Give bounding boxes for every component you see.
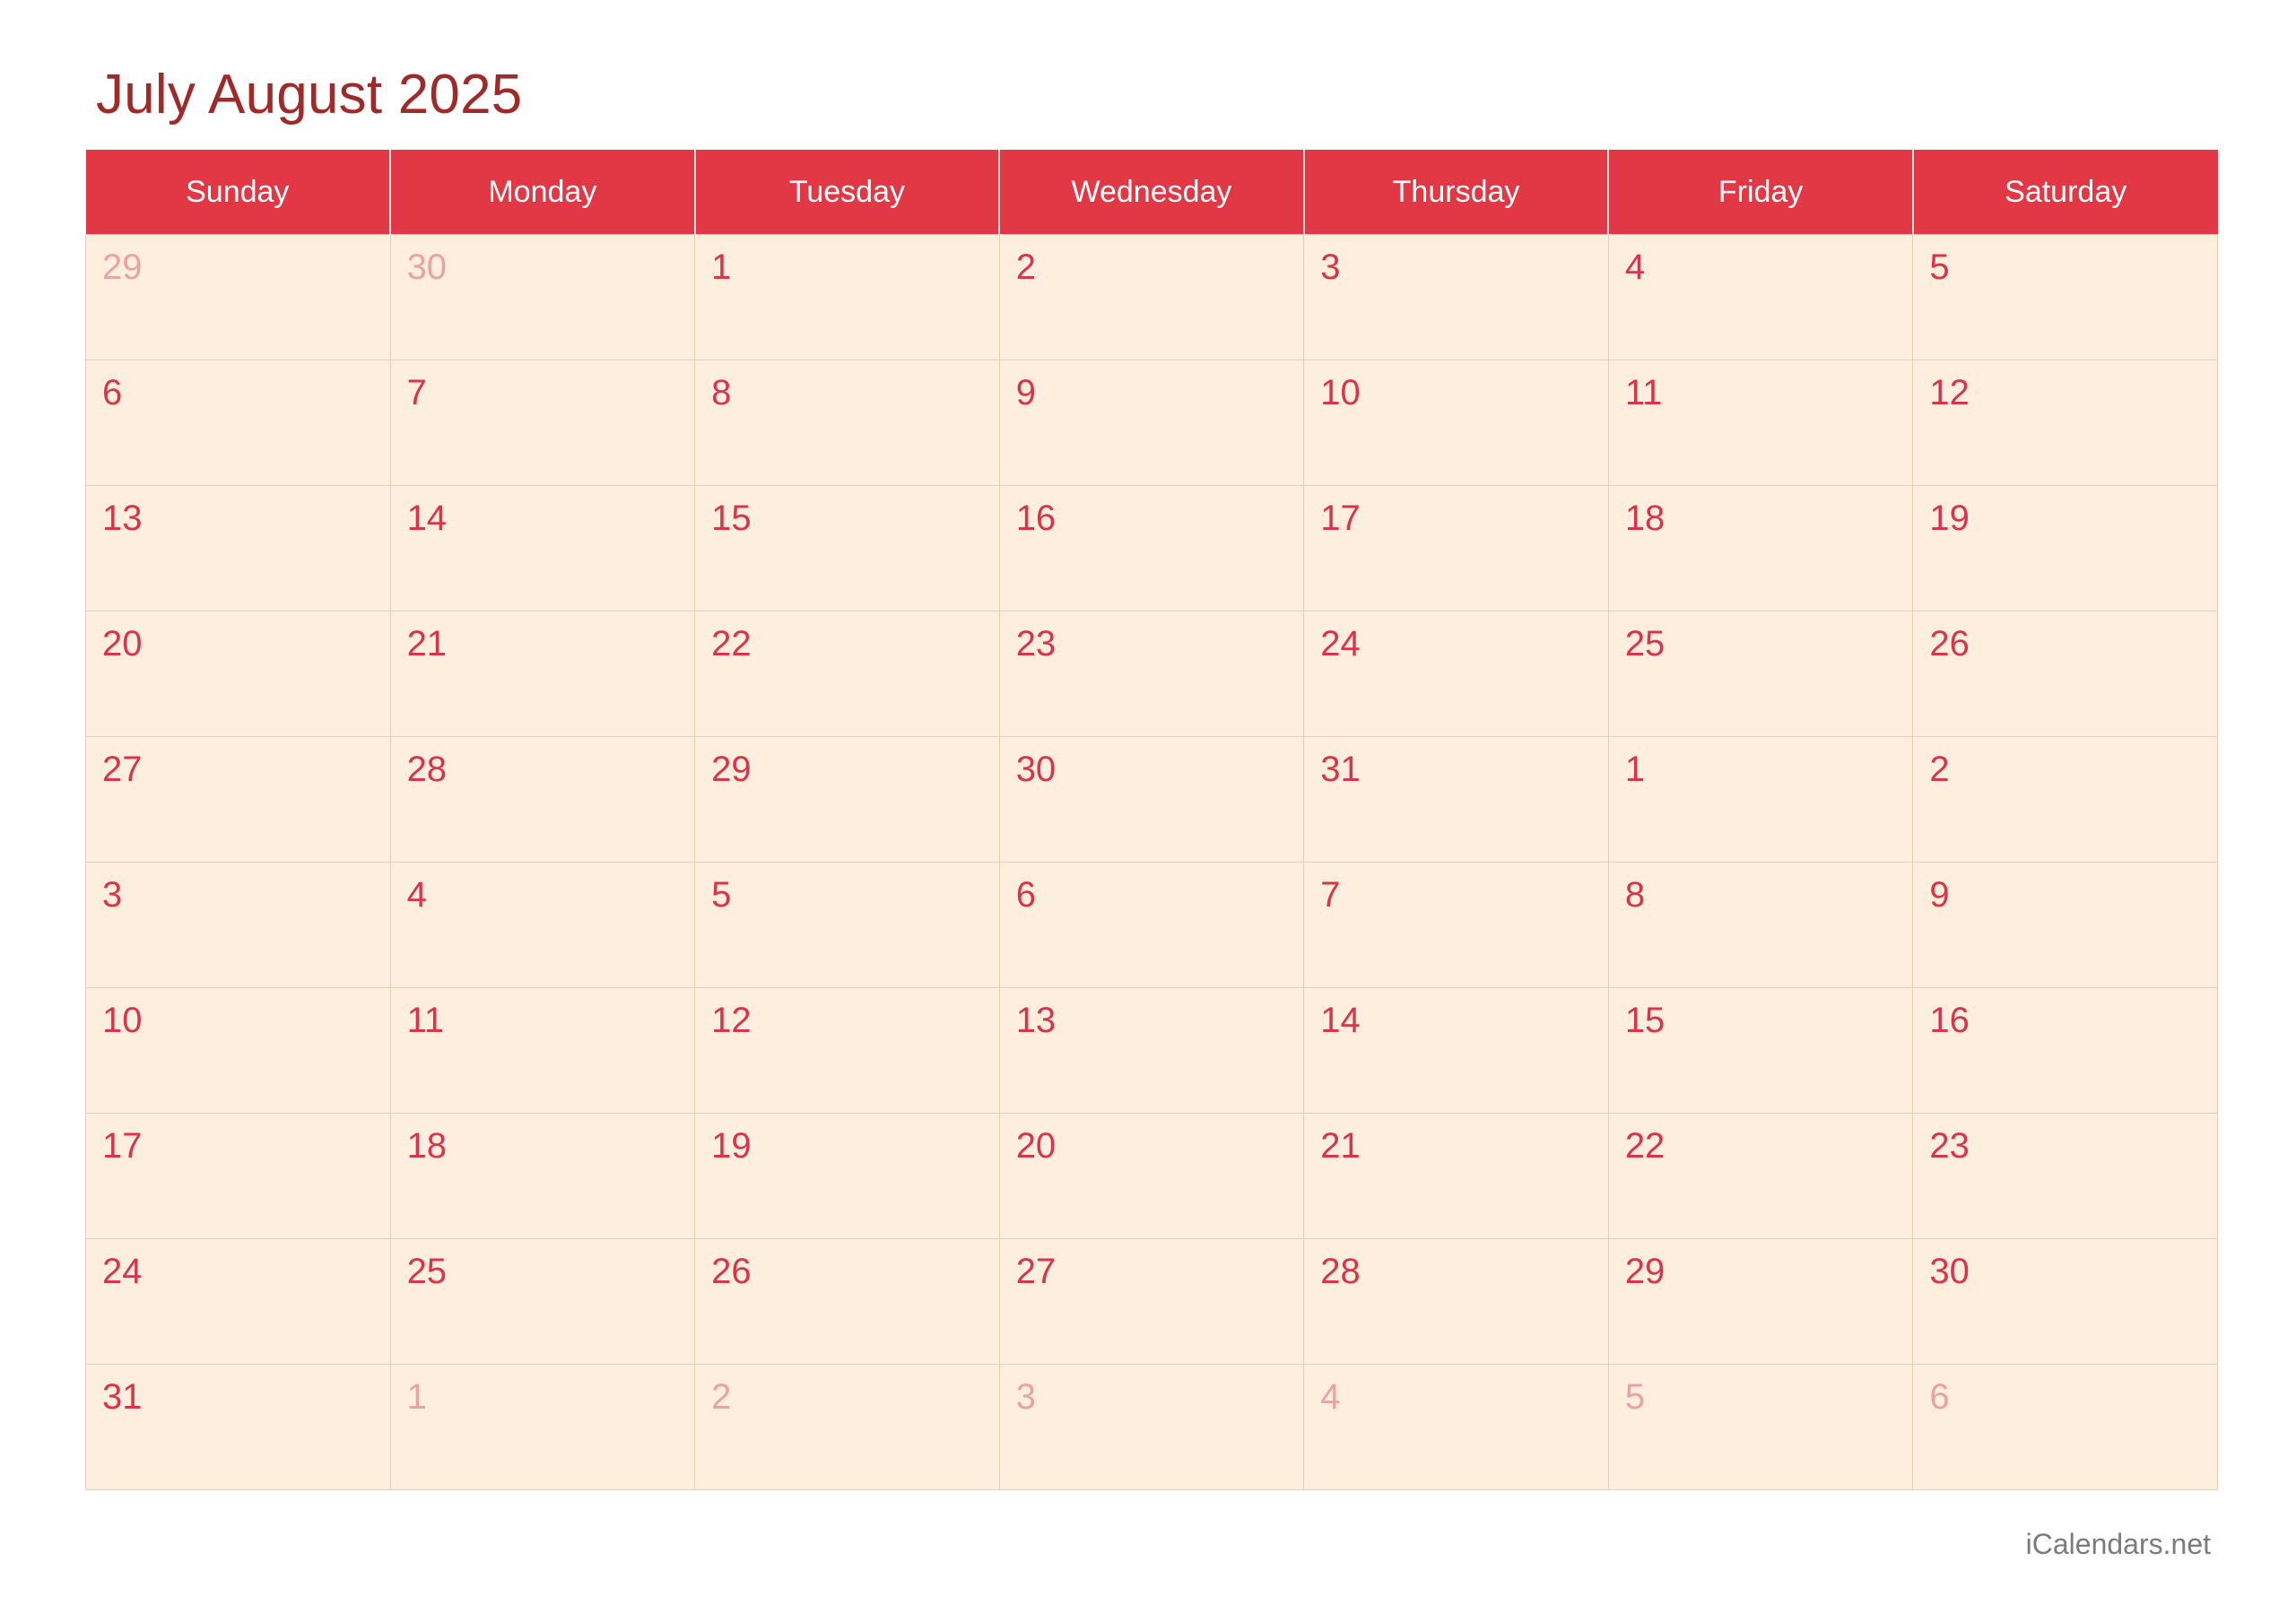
day-number: 4: [406, 875, 427, 915]
calendar-body: [86, 235, 2218, 1490]
calendar-day-cell[interactable]: [86, 988, 391, 1114]
day-number: 29: [711, 750, 752, 789]
calendar-day-cell[interactable]: [695, 235, 1000, 360]
calendar-day-cell[interactable]: [999, 612, 1304, 737]
calendar-day-cell[interactable]: [999, 235, 1304, 360]
calendar-week-row: [86, 1365, 2218, 1490]
day-number: 18: [1624, 499, 1665, 538]
calendar-week-row: [86, 863, 2218, 988]
day-number: 17: [1320, 499, 1361, 538]
calendar-day-cell[interactable]: [999, 988, 1304, 1114]
day-number: 21: [406, 624, 448, 664]
day-number: 5: [711, 875, 732, 915]
day-number: 9: [1929, 875, 1950, 915]
calendar-day-cell[interactable]: [999, 1114, 1304, 1239]
calendar-day-cell[interactable]: [86, 1239, 391, 1365]
day-number: 28: [1320, 1252, 1361, 1291]
day-number: 3: [102, 875, 123, 915]
day-number: 12: [711, 1001, 752, 1040]
calendar-week-row: [86, 235, 2218, 360]
day-number: 8: [1624, 875, 1646, 915]
calendar-day-cell[interactable]: [1304, 235, 1609, 360]
calendar-day-cell[interactable]: [390, 1365, 695, 1490]
calendar-day-cell[interactable]: [1304, 1365, 1609, 1490]
calendar-day-cell[interactable]: [1608, 863, 1913, 988]
day-number: 6: [1015, 875, 1036, 915]
day-number: 18: [406, 1126, 448, 1166]
day-number: 14: [406, 499, 448, 538]
day-number: 11: [406, 1001, 445, 1040]
day-number: 2: [711, 1377, 732, 1417]
calendar-day-cell[interactable]: [1913, 360, 2218, 486]
calendar-day-cell[interactable]: [695, 863, 1000, 988]
day-number: 8: [711, 373, 732, 412]
calendar-day-cell[interactable]: [695, 1114, 1000, 1239]
day-number: 6: [102, 373, 123, 412]
calendar-week-row: [86, 988, 2218, 1114]
day-number: 1: [1624, 750, 1646, 789]
day-number: 6: [1929, 1377, 1950, 1417]
calendar-day-cell[interactable]: [695, 1239, 1000, 1365]
weekday-header-sunday: Sunday: [86, 150, 391, 235]
day-number: 19: [711, 1126, 752, 1166]
calendar-day-cell[interactable]: [1304, 1114, 1609, 1239]
calendar-day-cell[interactable]: [695, 988, 1000, 1114]
calendar-day-cell[interactable]: [1608, 737, 1913, 863]
calendar-day-cell[interactable]: [999, 863, 1304, 988]
calendar-day-cell[interactable]: [390, 863, 695, 988]
calendar-day-cell[interactable]: [1913, 1114, 2218, 1239]
calendar-day-cell[interactable]: [695, 612, 1000, 737]
calendar-week-row: [86, 612, 2218, 737]
calendar-day-cell[interactable]: [1304, 612, 1609, 737]
day-number: 29: [1624, 1252, 1665, 1291]
calendar-day-cell[interactable]: [1913, 1239, 2218, 1365]
day-number: 22: [1624, 1126, 1665, 1166]
calendar-day-cell[interactable]: [695, 1365, 1000, 1490]
calendar-day-cell[interactable]: [999, 1365, 1304, 1490]
calendar-day-cell[interactable]: [999, 486, 1304, 612]
day-number: 10: [1320, 373, 1361, 412]
calendar-day-cell[interactable]: [1304, 486, 1609, 612]
calendar-day-cell[interactable]: [1608, 612, 1913, 737]
calendar-day-cell[interactable]: [1304, 737, 1609, 863]
calendar-day-cell[interactable]: [390, 1114, 695, 1239]
calendar-day-cell[interactable]: [1304, 1239, 1609, 1365]
calendar-day-cell[interactable]: [390, 360, 695, 486]
day-number: 24: [102, 1252, 143, 1291]
day-number: 27: [102, 750, 143, 789]
day-number: 23: [1015, 624, 1057, 664]
calendar-week-row: [86, 1239, 2218, 1365]
day-number: 30: [406, 247, 448, 287]
calendar-day-cell[interactable]: [1913, 737, 2218, 863]
day-number: 9: [1015, 373, 1036, 412]
day-number: 24: [1320, 624, 1361, 664]
weekday-header-tuesday: Tuesday: [695, 150, 1000, 235]
calendar-day-cell[interactable]: [86, 1114, 391, 1239]
weekday-header-thursday: Thursday: [1304, 150, 1609, 235]
calendar-day-cell[interactable]: [390, 486, 695, 612]
calendar-day-cell[interactable]: [86, 486, 391, 612]
day-number: 28: [406, 750, 448, 789]
calendar-day-cell[interactable]: [390, 737, 695, 863]
calendar-day-cell[interactable]: [1608, 235, 1913, 360]
day-number: 31: [102, 1377, 143, 1417]
page-title: July August 2025: [96, 64, 523, 126]
calendar-day-cell[interactable]: [695, 737, 1000, 863]
day-number: 23: [1929, 1126, 1970, 1166]
day-number: 26: [1929, 624, 1970, 664]
calendar-week-row: [86, 486, 2218, 612]
day-number: 10: [102, 1001, 143, 1040]
calendar-day-cell[interactable]: [1608, 486, 1913, 612]
day-number: 2: [1015, 247, 1036, 287]
day-number: 20: [1015, 1126, 1057, 1166]
day-number: 3: [1320, 247, 1341, 287]
day-number: 22: [711, 624, 752, 664]
day-number: 7: [406, 373, 427, 412]
day-number: 12: [1929, 373, 1970, 412]
calendar-day-cell[interactable]: [1913, 863, 2218, 988]
calendar-day-cell[interactable]: [1304, 360, 1609, 486]
calendar-day-cell[interactable]: [999, 1239, 1304, 1365]
day-number: 20: [102, 624, 143, 664]
calendar-day-cell[interactable]: [1608, 1239, 1913, 1365]
day-number: 5: [1624, 1377, 1646, 1417]
calendar-day-cell[interactable]: [1913, 486, 2218, 612]
day-number: 31: [1320, 750, 1361, 789]
calendar-day-cell[interactable]: [86, 612, 391, 737]
day-number: 11: [1624, 373, 1663, 412]
day-number: 1: [406, 1377, 427, 1417]
calendar-day-cell[interactable]: [86, 737, 391, 863]
day-number: 16: [1929, 1001, 1970, 1040]
calendar-day-cell[interactable]: [695, 486, 1000, 612]
day-number: 7: [1320, 875, 1341, 915]
calendar-week-row: [86, 360, 2218, 486]
calendar-day-cell[interactable]: [1608, 1114, 1913, 1239]
day-number: 15: [1624, 1001, 1665, 1040]
calendar-header-row: [86, 150, 2218, 235]
calendar-day-cell[interactable]: [86, 863, 391, 988]
calendar-day-cell[interactable]: [390, 612, 695, 737]
calendar-day-cell[interactable]: [1304, 988, 1609, 1114]
day-number: 25: [406, 1252, 448, 1291]
calendar-day-cell[interactable]: [86, 360, 391, 486]
day-number: 4: [1624, 247, 1646, 287]
day-number: 29: [102, 247, 143, 287]
day-number: 30: [1015, 750, 1057, 789]
day-number: 1: [711, 247, 732, 287]
calendar-day-cell[interactable]: [390, 1239, 695, 1365]
calendar-week-row: [86, 1114, 2218, 1239]
day-number: 16: [1015, 499, 1057, 538]
calendar-day-cell[interactable]: [1913, 988, 2218, 1114]
calendar-day-cell[interactable]: [1304, 863, 1609, 988]
calendar-table: [85, 150, 2218, 1490]
day-number: 13: [102, 499, 143, 538]
day-number: 15: [711, 499, 752, 538]
weekday-header-friday: Friday: [1608, 150, 1913, 235]
calendar-day-cell[interactable]: [390, 235, 695, 360]
calendar-day-cell[interactable]: [390, 988, 695, 1114]
calendar-week-row: [86, 737, 2218, 863]
day-number: 30: [1929, 1252, 1970, 1291]
day-number: 25: [1624, 624, 1665, 664]
day-number: 3: [1015, 1377, 1036, 1417]
calendar-day-cell[interactable]: [86, 1365, 391, 1490]
day-number: 2: [1929, 750, 1950, 789]
weekday-header-wednesday: Wednesday: [999, 150, 1304, 235]
calendar-day-cell[interactable]: [86, 235, 391, 360]
day-number: 5: [1929, 247, 1950, 287]
calendar-day-cell[interactable]: [999, 737, 1304, 863]
calendar-day-cell[interactable]: [1608, 360, 1913, 486]
day-number: 13: [1015, 1001, 1057, 1040]
day-number: 17: [102, 1126, 143, 1166]
day-number: 27: [1015, 1252, 1057, 1291]
day-number: 21: [1320, 1126, 1361, 1166]
calendar-day-cell[interactable]: [999, 360, 1304, 486]
calendar-day-cell[interactable]: [1913, 1365, 2218, 1490]
weekday-header-saturday: Saturday: [1913, 150, 2218, 235]
footer-credit: iCalendars.net: [2025, 1528, 2211, 1560]
calendar-day-cell[interactable]: [1608, 1365, 1913, 1490]
weekday-header-monday: Monday: [390, 150, 695, 235]
calendar-day-cell[interactable]: [1913, 612, 2218, 737]
day-number: 4: [1320, 1377, 1341, 1417]
day-number: 19: [1929, 499, 1970, 538]
day-number: 26: [711, 1252, 752, 1291]
calendar-day-cell[interactable]: [1913, 235, 2218, 360]
calendar-day-cell[interactable]: [1608, 988, 1913, 1114]
day-number: 14: [1320, 1001, 1361, 1040]
calendar-day-cell[interactable]: [695, 360, 1000, 486]
